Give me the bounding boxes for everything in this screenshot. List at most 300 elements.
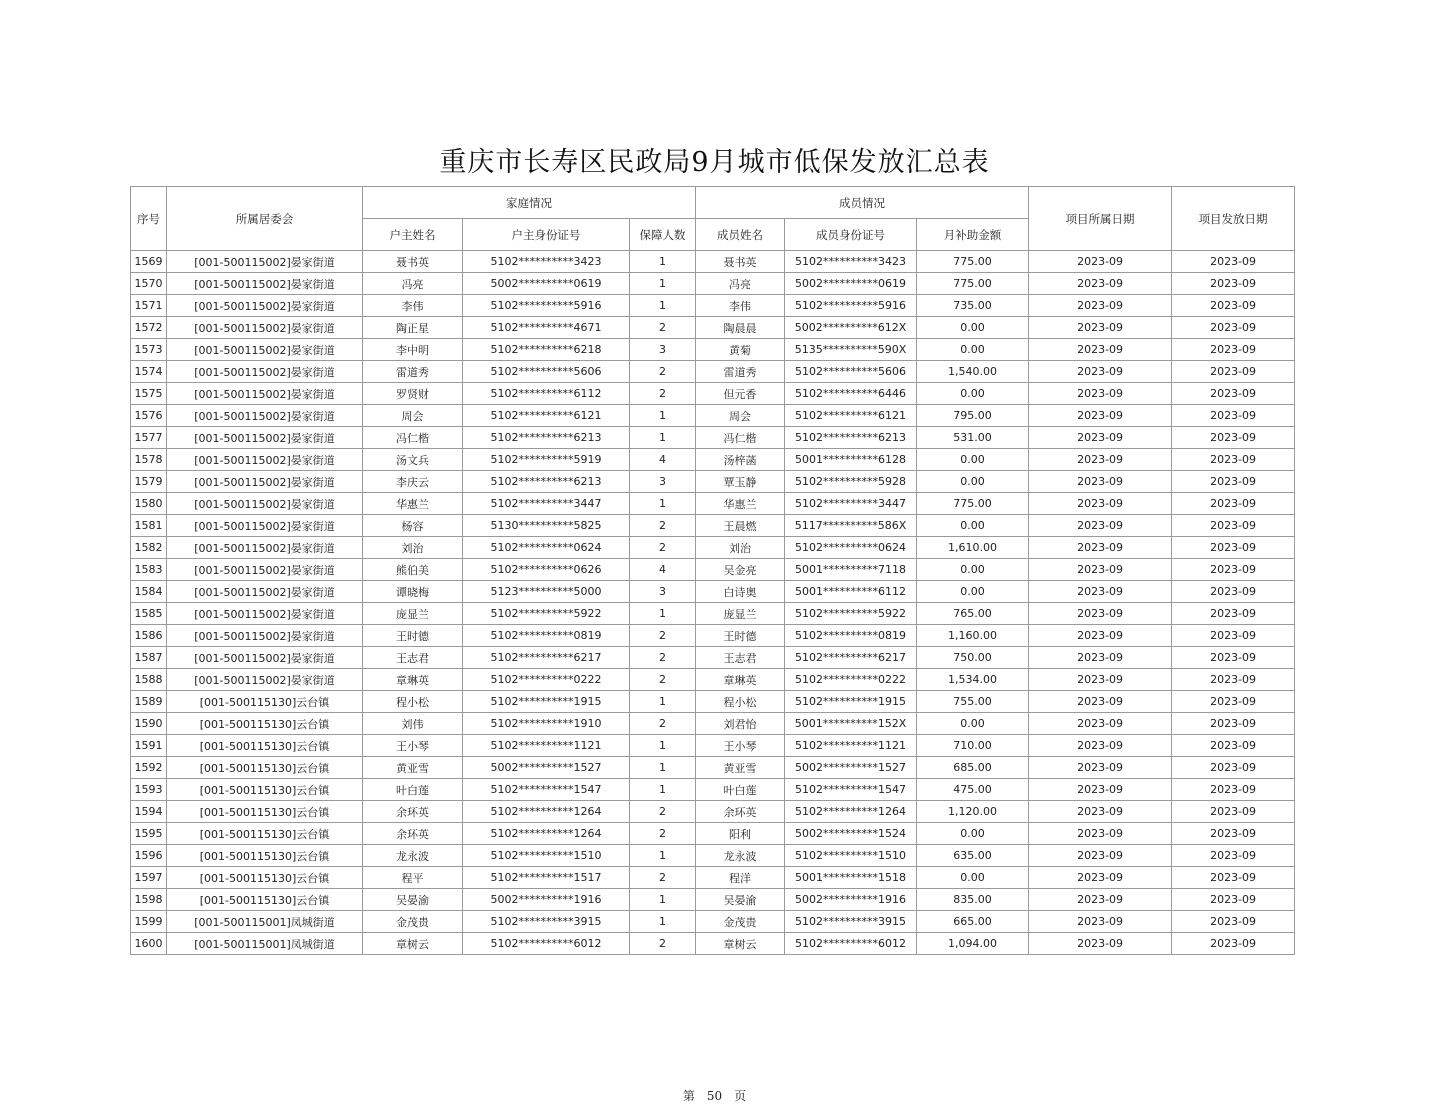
table-row: [131, 295, 1295, 317]
cell-monthly-amount: 835.00: [917, 889, 1029, 911]
cell-monthly-amount: 765.00: [917, 603, 1029, 625]
cell-project-date: 2023-09: [1029, 581, 1172, 603]
cell-monthly-amount: 0.00: [917, 867, 1029, 889]
cell-insured-count: 2: [630, 669, 696, 691]
cell-seq: 1575: [131, 383, 167, 405]
cell-head-id: 5002**********1916: [463, 889, 630, 911]
cell-monthly-amount: 0.00: [917, 713, 1029, 735]
cell-monthly-amount: 795.00: [917, 405, 1029, 427]
cell-member-id: 5117**********586X: [785, 515, 917, 537]
cell-issue-date: 2023-09: [1172, 801, 1295, 823]
header-head-id: 户主身份证号: [463, 219, 630, 251]
cell-monthly-amount: 1,160.00: [917, 625, 1029, 647]
cell-insured-count: 1: [630, 757, 696, 779]
cell-head-id: 5102**********5922: [463, 603, 630, 625]
cell-monthly-amount: 755.00: [917, 691, 1029, 713]
cell-seq: 1586: [131, 625, 167, 647]
cell-issue-date: 2023-09: [1172, 845, 1295, 867]
cell-member-name: 刘治: [696, 537, 785, 559]
cell-project-date: 2023-09: [1029, 449, 1172, 471]
cell-issue-date: 2023-09: [1172, 295, 1295, 317]
table-row: [131, 757, 1295, 779]
cell-insured-count: 2: [630, 625, 696, 647]
cell-insured-count: 3: [630, 471, 696, 493]
cell-committee: [001-500115001]凤城街道: [167, 911, 363, 933]
cell-issue-date: 2023-09: [1172, 449, 1295, 471]
cell-member-name: 冯仁楷: [696, 427, 785, 449]
cell-seq: 1596: [131, 845, 167, 867]
footer-suffix: 页: [734, 1089, 747, 1103]
cell-head-id: 5102**********1910: [463, 713, 630, 735]
cell-project-date: 2023-09: [1029, 669, 1172, 691]
cell-project-date: 2023-09: [1029, 603, 1172, 625]
cell-member-name: 王时德: [696, 625, 785, 647]
cell-head-id: 5102**********5919: [463, 449, 630, 471]
table-row: [131, 581, 1295, 603]
cell-seq: 1572: [131, 317, 167, 339]
cell-seq: 1574: [131, 361, 167, 383]
cell-member-id: 5102**********0222: [785, 669, 917, 691]
table-row: [131, 449, 1295, 471]
cell-committee: [001-500115002]晏家街道: [167, 647, 363, 669]
cell-member-name: 白诗奥: [696, 581, 785, 603]
cell-issue-date: 2023-09: [1172, 427, 1295, 449]
cell-project-date: 2023-09: [1029, 515, 1172, 537]
cell-head-name: 杨容: [363, 515, 463, 537]
table-row: [131, 867, 1295, 889]
table-row: [131, 911, 1295, 933]
cell-member-id: 5001**********1518: [785, 867, 917, 889]
cell-project-date: 2023-09: [1029, 383, 1172, 405]
cell-issue-date: 2023-09: [1172, 625, 1295, 647]
cell-member-name: 雷道秀: [696, 361, 785, 383]
table-row: [131, 647, 1295, 669]
cell-member-name: 章琳英: [696, 669, 785, 691]
cell-committee: [001-500115130]云台镇: [167, 867, 363, 889]
cell-committee: [001-500115002]晏家街道: [167, 427, 363, 449]
cell-committee: [001-500115002]晏家街道: [167, 361, 363, 383]
cell-issue-date: 2023-09: [1172, 383, 1295, 405]
cell-issue-date: 2023-09: [1172, 405, 1295, 427]
page-number: 50: [706, 1089, 723, 1103]
cell-member-id: 5102**********1547: [785, 779, 917, 801]
cell-insured-count: 1: [630, 889, 696, 911]
cell-issue-date: 2023-09: [1172, 735, 1295, 757]
cell-member-id: 5002**********0619: [785, 273, 917, 295]
cell-project-date: 2023-09: [1029, 317, 1172, 339]
cell-head-name: 汤文兵: [363, 449, 463, 471]
cell-head-id: 5102**********0626: [463, 559, 630, 581]
cell-committee: [001-500115130]云台镇: [167, 801, 363, 823]
cell-member-name: 但元香: [696, 383, 785, 405]
header-member-group: 成员情况: [696, 187, 1029, 219]
cell-seq: 1597: [131, 867, 167, 889]
cell-seq: 1600: [131, 933, 167, 955]
cell-issue-date: 2023-09: [1172, 559, 1295, 581]
cell-seq: 1577: [131, 427, 167, 449]
cell-issue-date: 2023-09: [1172, 251, 1295, 273]
cell-head-name: 聂书英: [363, 251, 463, 273]
cell-member-name: 汤梓菡: [696, 449, 785, 471]
allowance-table: [130, 186, 1295, 955]
cell-monthly-amount: 0.00: [917, 383, 1029, 405]
cell-monthly-amount: 665.00: [917, 911, 1029, 933]
header-insured-count: 保障人数: [630, 219, 696, 251]
cell-member-id: 5002**********1527: [785, 757, 917, 779]
page-footer: [0, 1087, 1429, 1104]
header-family-group: 家庭情况: [363, 187, 696, 219]
cell-insured-count: 1: [630, 405, 696, 427]
cell-issue-date: 2023-09: [1172, 647, 1295, 669]
page-title: 重庆市长寿区民政局9月城市低保发放汇总表: [439, 147, 990, 178]
table-body: [131, 251, 1295, 955]
cell-member-id: 5102**********1915: [785, 691, 917, 713]
cell-head-id: 5102**********6012: [463, 933, 630, 955]
cell-member-id: 5102**********5606: [785, 361, 917, 383]
cell-member-id: 5102**********6121: [785, 405, 917, 427]
header-monthly-amount: 月补助金额: [917, 219, 1029, 251]
cell-member-name: 龙永波: [696, 845, 785, 867]
cell-member-name: 王志君: [696, 647, 785, 669]
cell-seq: 1594: [131, 801, 167, 823]
cell-head-name: 刘治: [363, 537, 463, 559]
header-issue-date: 项目发放日期: [1172, 187, 1295, 251]
cell-head-id: 5102**********1121: [463, 735, 630, 757]
cell-insured-count: 3: [630, 581, 696, 603]
cell-insured-count: 1: [630, 779, 696, 801]
cell-issue-date: 2023-09: [1172, 867, 1295, 889]
cell-member-id: 5102**********6446: [785, 383, 917, 405]
cell-monthly-amount: 0.00: [917, 339, 1029, 361]
cell-committee: [001-500115002]晏家街道: [167, 449, 363, 471]
table-row: [131, 691, 1295, 713]
cell-seq: 1588: [131, 669, 167, 691]
cell-head-id: 5102**********1517: [463, 867, 630, 889]
cell-head-id: 5102**********5606: [463, 361, 630, 383]
cell-insured-count: 1: [630, 427, 696, 449]
cell-head-name: 王志君: [363, 647, 463, 669]
cell-issue-date: 2023-09: [1172, 823, 1295, 845]
cell-insured-count: 2: [630, 361, 696, 383]
cell-insured-count: 2: [630, 801, 696, 823]
cell-insured-count: 3: [630, 339, 696, 361]
cell-member-name: 李伟: [696, 295, 785, 317]
cell-member-id: 5102**********6217: [785, 647, 917, 669]
cell-monthly-amount: 0.00: [917, 581, 1029, 603]
cell-head-name: 雷道秀: [363, 361, 463, 383]
cell-project-date: 2023-09: [1029, 933, 1172, 955]
cell-head-id: 5102**********6112: [463, 383, 630, 405]
cell-member-name: 王晨燃: [696, 515, 785, 537]
cell-insured-count: 1: [630, 735, 696, 757]
cell-committee: [001-500115002]晏家街道: [167, 251, 363, 273]
cell-member-name: 黄菊: [696, 339, 785, 361]
table-row: [131, 515, 1295, 537]
cell-head-id: 5102**********1264: [463, 801, 630, 823]
table-row: [131, 625, 1295, 647]
cell-insured-count: 2: [630, 713, 696, 735]
cell-project-date: 2023-09: [1029, 779, 1172, 801]
cell-monthly-amount: 775.00: [917, 251, 1029, 273]
table-row: [131, 361, 1295, 383]
cell-member-id: 5001**********6128: [785, 449, 917, 471]
cell-head-id: 5102**********1547: [463, 779, 630, 801]
cell-project-date: 2023-09: [1029, 251, 1172, 273]
cell-monthly-amount: 0.00: [917, 317, 1029, 339]
cell-issue-date: 2023-09: [1172, 581, 1295, 603]
cell-head-name: 叶白莲: [363, 779, 463, 801]
cell-insured-count: 2: [630, 647, 696, 669]
cell-seq: 1584: [131, 581, 167, 603]
cell-project-date: 2023-09: [1029, 625, 1172, 647]
cell-member-name: 周会: [696, 405, 785, 427]
cell-head-name: 冯仁楷: [363, 427, 463, 449]
table-row: [131, 713, 1295, 735]
cell-project-date: 2023-09: [1029, 691, 1172, 713]
cell-project-date: 2023-09: [1029, 339, 1172, 361]
table-row: [131, 339, 1295, 361]
cell-insured-count: 2: [630, 537, 696, 559]
cell-committee: [001-500115002]晏家街道: [167, 669, 363, 691]
cell-member-name: 华惠兰: [696, 493, 785, 515]
cell-member-name: 聂书英: [696, 251, 785, 273]
cell-monthly-amount: 1,540.00: [917, 361, 1029, 383]
cell-project-date: 2023-09: [1029, 867, 1172, 889]
cell-committee: [001-500115130]云台镇: [167, 713, 363, 735]
cell-head-id: 5102**********6218: [463, 339, 630, 361]
cell-head-id: 5102**********1915: [463, 691, 630, 713]
header-project-date: 项目所属日期: [1029, 187, 1172, 251]
cell-project-date: 2023-09: [1029, 405, 1172, 427]
cell-insured-count: 1: [630, 603, 696, 625]
cell-monthly-amount: 1,534.00: [917, 669, 1029, 691]
cell-issue-date: 2023-09: [1172, 273, 1295, 295]
cell-member-id: 5102**********3447: [785, 493, 917, 515]
cell-member-id: 5002**********1524: [785, 823, 917, 845]
cell-seq: 1585: [131, 603, 167, 625]
cell-committee: [001-500115130]云台镇: [167, 779, 363, 801]
cell-issue-date: 2023-09: [1172, 713, 1295, 735]
cell-head-id: 5102**********6213: [463, 427, 630, 449]
cell-committee: [001-500115002]晏家街道: [167, 405, 363, 427]
cell-head-id: 5102**********0819: [463, 625, 630, 647]
cell-project-date: 2023-09: [1029, 801, 1172, 823]
cell-head-name: 金茂贵: [363, 911, 463, 933]
cell-member-name: 金茂贵: [696, 911, 785, 933]
cell-member-name: 阳利: [696, 823, 785, 845]
cell-committee: [001-500115002]晏家街道: [167, 295, 363, 317]
cell-committee: [001-500115002]晏家街道: [167, 493, 363, 515]
cell-head-name: 华惠兰: [363, 493, 463, 515]
cell-head-name: 熊伯美: [363, 559, 463, 581]
cell-head-name: 程小松: [363, 691, 463, 713]
cell-head-name: 余环英: [363, 801, 463, 823]
cell-head-id: 5130**********5825: [463, 515, 630, 537]
cell-project-date: 2023-09: [1029, 735, 1172, 757]
cell-member-id: 5102**********6012: [785, 933, 917, 955]
cell-insured-count: 2: [630, 823, 696, 845]
cell-monthly-amount: 0.00: [917, 823, 1029, 845]
cell-monthly-amount: 475.00: [917, 779, 1029, 801]
header-member-id: 成员身份证号: [785, 219, 917, 251]
cell-head-id: 5102**********0222: [463, 669, 630, 691]
cell-project-date: 2023-09: [1029, 911, 1172, 933]
cell-insured-count: 1: [630, 295, 696, 317]
cell-project-date: 2023-09: [1029, 537, 1172, 559]
table-row: [131, 889, 1295, 911]
cell-seq: 1598: [131, 889, 167, 911]
cell-member-id: 5102**********3423: [785, 251, 917, 273]
cell-seq: 1583: [131, 559, 167, 581]
table-row: [131, 427, 1295, 449]
header-head-name: 户主姓名: [363, 219, 463, 251]
cell-project-date: 2023-09: [1029, 471, 1172, 493]
cell-issue-date: 2023-09: [1172, 911, 1295, 933]
cell-monthly-amount: 685.00: [917, 757, 1029, 779]
cell-seq: 1592: [131, 757, 167, 779]
cell-seq: 1599: [131, 911, 167, 933]
cell-issue-date: 2023-09: [1172, 537, 1295, 559]
cell-member-name: 覃玉静: [696, 471, 785, 493]
cell-head-id: 5002**********1527: [463, 757, 630, 779]
cell-insured-count: 1: [630, 845, 696, 867]
cell-member-name: 黄亚雪: [696, 757, 785, 779]
cell-head-id: 5102**********5916: [463, 295, 630, 317]
cell-project-date: 2023-09: [1029, 273, 1172, 295]
cell-insured-count: 2: [630, 867, 696, 889]
cell-issue-date: 2023-09: [1172, 471, 1295, 493]
table-row: [131, 801, 1295, 823]
cell-committee: [001-500115002]晏家街道: [167, 603, 363, 625]
footer-prefix: 第: [682, 1089, 695, 1103]
cell-member-id: 5102**********1121: [785, 735, 917, 757]
cell-committee: [001-500115002]晏家街道: [167, 515, 363, 537]
cell-project-date: 2023-09: [1029, 757, 1172, 779]
cell-seq: 1593: [131, 779, 167, 801]
cell-project-date: 2023-09: [1029, 427, 1172, 449]
cell-committee: [001-500115002]晏家街道: [167, 471, 363, 493]
cell-committee: [001-500115130]云台镇: [167, 889, 363, 911]
cell-project-date: 2023-09: [1029, 823, 1172, 845]
cell-committee: [001-500115002]晏家街道: [167, 317, 363, 339]
cell-issue-date: 2023-09: [1172, 603, 1295, 625]
cell-head-name: 章琳英: [363, 669, 463, 691]
cell-issue-date: 2023-09: [1172, 757, 1295, 779]
cell-monthly-amount: 775.00: [917, 273, 1029, 295]
cell-member-id: 5102**********1264: [785, 801, 917, 823]
cell-head-id: 5102**********3915: [463, 911, 630, 933]
cell-seq: 1581: [131, 515, 167, 537]
cell-head-name: 黄亚雪: [363, 757, 463, 779]
cell-project-date: 2023-09: [1029, 361, 1172, 383]
cell-member-id: 5135**********590X: [785, 339, 917, 361]
cell-head-name: 李伟: [363, 295, 463, 317]
cell-issue-date: 2023-09: [1172, 779, 1295, 801]
header-member-name: 成员姓名: [696, 219, 785, 251]
table-row: [131, 735, 1295, 757]
cell-member-id: 5102**********5928: [785, 471, 917, 493]
cell-committee: [001-500115002]晏家街道: [167, 581, 363, 603]
cell-head-name: 余环英: [363, 823, 463, 845]
cell-member-id: 5102**********0819: [785, 625, 917, 647]
cell-head-name: 王时德: [363, 625, 463, 647]
cell-member-name: 刘君怡: [696, 713, 785, 735]
cell-head-id: 5102**********3423: [463, 251, 630, 273]
table-row: [131, 823, 1295, 845]
cell-monthly-amount: 531.00: [917, 427, 1029, 449]
cell-seq: 1591: [131, 735, 167, 757]
cell-head-id: 5002**********0619: [463, 273, 630, 295]
cell-insured-count: 2: [630, 933, 696, 955]
table-row: [131, 317, 1295, 339]
cell-member-name: 王小琴: [696, 735, 785, 757]
cell-insured-count: 1: [630, 691, 696, 713]
cell-monthly-amount: 775.00: [917, 493, 1029, 515]
cell-head-name: 龙永波: [363, 845, 463, 867]
cell-committee: [001-500115130]云台镇: [167, 735, 363, 757]
cell-seq: 1587: [131, 647, 167, 669]
table-row: [131, 493, 1295, 515]
cell-member-name: 吴金亮: [696, 559, 785, 581]
cell-member-id: 5102**********5922: [785, 603, 917, 625]
cell-committee: [001-500115002]晏家街道: [167, 537, 363, 559]
cell-member-id: 5102**********1510: [785, 845, 917, 867]
cell-insured-count: 4: [630, 559, 696, 581]
cell-monthly-amount: 0.00: [917, 449, 1029, 471]
cell-head-name: 章树云: [363, 933, 463, 955]
cell-member-id: 5102**********5916: [785, 295, 917, 317]
cell-project-date: 2023-09: [1029, 493, 1172, 515]
cell-head-name: 罗贤财: [363, 383, 463, 405]
header-committee: 所属居委会: [167, 187, 363, 251]
cell-committee: [001-500115130]云台镇: [167, 845, 363, 867]
cell-head-id: 5102**********0624: [463, 537, 630, 559]
cell-seq: 1580: [131, 493, 167, 515]
cell-head-id: 5102**********1510: [463, 845, 630, 867]
cell-committee: [001-500115002]晏家街道: [167, 273, 363, 295]
table-row: [131, 405, 1295, 427]
table-row: [131, 845, 1295, 867]
cell-head-id: 5102**********6121: [463, 405, 630, 427]
cell-member-id: 5002**********1916: [785, 889, 917, 911]
cell-committee: [001-500115130]云台镇: [167, 823, 363, 845]
table-row: [131, 273, 1295, 295]
cell-head-name: 李中明: [363, 339, 463, 361]
cell-member-name: 余环英: [696, 801, 785, 823]
cell-seq: 1573: [131, 339, 167, 361]
cell-issue-date: 2023-09: [1172, 493, 1295, 515]
cell-seq: 1595: [131, 823, 167, 845]
cell-member-id: 5001**********7118: [785, 559, 917, 581]
cell-monthly-amount: 0.00: [917, 559, 1029, 581]
cell-committee: [001-500115001]凤城街道: [167, 933, 363, 955]
cell-head-name: 陶正星: [363, 317, 463, 339]
cell-member-id: 5002**********612X: [785, 317, 917, 339]
cell-head-id: 5102**********6217: [463, 647, 630, 669]
cell-insured-count: 4: [630, 449, 696, 471]
table-row: [131, 669, 1295, 691]
cell-committee: [001-500115130]云台镇: [167, 757, 363, 779]
cell-insured-count: 2: [630, 383, 696, 405]
cell-head-id: 5102**********1264: [463, 823, 630, 845]
cell-seq: 1576: [131, 405, 167, 427]
cell-issue-date: 2023-09: [1172, 889, 1295, 911]
cell-issue-date: 2023-09: [1172, 933, 1295, 955]
cell-committee: [001-500115130]云台镇: [167, 691, 363, 713]
cell-issue-date: 2023-09: [1172, 361, 1295, 383]
table-row: [131, 779, 1295, 801]
cell-member-id: 5102**********6213: [785, 427, 917, 449]
